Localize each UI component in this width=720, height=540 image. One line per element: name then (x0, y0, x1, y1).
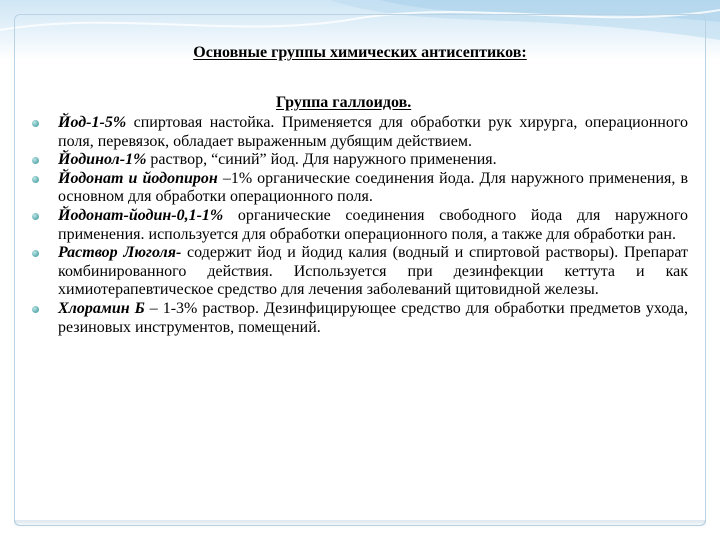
bullet-icon (32, 157, 39, 164)
list-item (32, 151, 688, 170)
item-text: органические соединения свободного йода для наружного применения. используется для обработки операционного поля, а также для обработки ран. (58, 206, 688, 243)
item-term: Йод-1-5% (58, 114, 127, 131)
bullet-icon (32, 120, 39, 127)
bullet-icon (32, 250, 39, 257)
item-text: –1% органические соединения йода. Для наружного применения, в основном для обработки операционного поля. (58, 169, 689, 206)
list-item (32, 300, 688, 337)
slide-subtitle: Группа галлоидов. (276, 94, 412, 111)
bullet-icon (32, 213, 39, 220)
item-text: раствор, “синий” йод. Для наружного применения. (146, 151, 497, 169)
item-text: спиртовая настойка. Применяется для обработки рук хирурга, операционного поля, перевязок, обладает выраженным дубящим действием. (58, 114, 688, 150)
item-term: Йодинол-1% (58, 151, 147, 169)
slide-title: Основные группы химических антисептиков: (193, 44, 527, 61)
frame-shadow (14, 520, 706, 528)
bullet-icon (32, 176, 39, 183)
list-item (32, 114, 688, 151)
item-text: содержит йод и йодид калия (водный и спиртовой растворы). Препарат комбинированного действия. Используется при дезинфекции кеттута и как химиотерапевтическое средство для лечения заболеваний щитовидной железы. (58, 244, 688, 299)
list-item (32, 170, 688, 207)
list-item (32, 244, 688, 300)
bullet-icon (32, 306, 39, 313)
list-item (32, 207, 688, 244)
item-term: Йодонат и йодопирон (58, 169, 218, 187)
item-text: – 1-3% раствор. Дезинфицирующее средство для обработки предметов ухода, резиновых инструментов, помещений. (58, 299, 688, 336)
item-term: Раствор Люголя- (58, 244, 182, 262)
item-term: Йодонат-йодин-0,1-1% (58, 206, 224, 224)
antiseptic-list (32, 114, 688, 337)
item-term: Хлорамин Б (58, 299, 145, 317)
